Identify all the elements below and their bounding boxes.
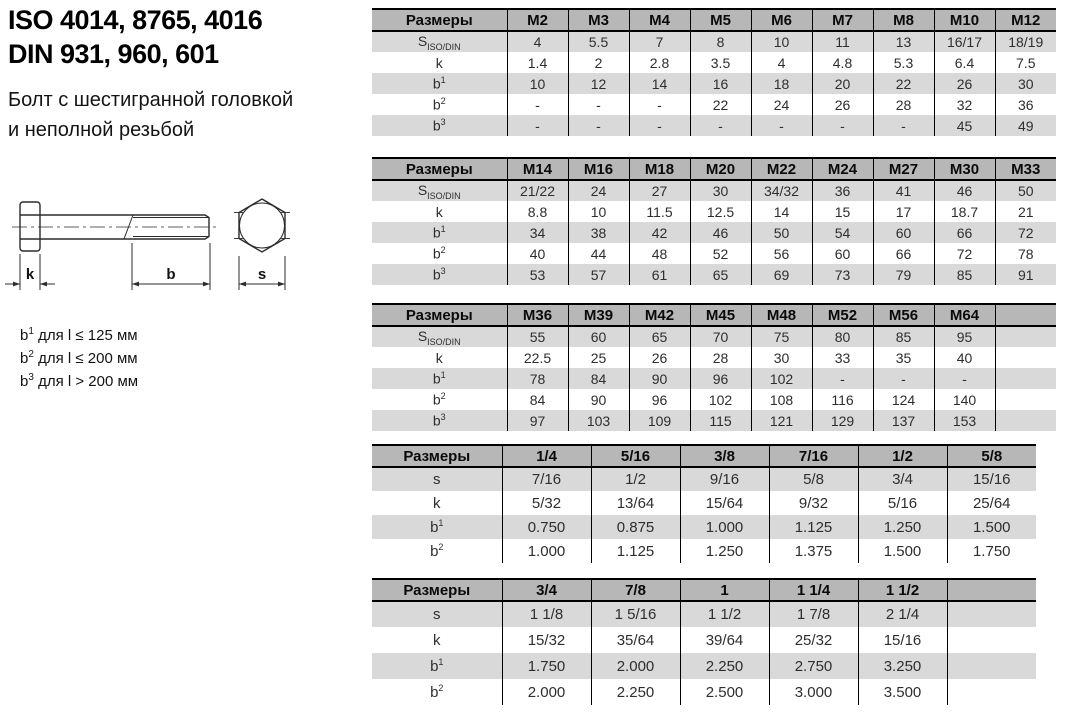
value-cell: 26	[934, 73, 995, 94]
value-cell: 7.5	[995, 52, 1056, 73]
size-column-header: M22	[751, 158, 812, 180]
din-standards-line: DIN 931, 960, 601	[8, 39, 219, 69]
value-cell: 69	[751, 264, 812, 285]
value-cell: 1 1/2	[680, 601, 769, 627]
value-cell: 3/4	[858, 467, 947, 491]
value-cell: 116	[812, 389, 873, 410]
value-cell: 22	[873, 73, 934, 94]
value-cell: 20	[812, 73, 873, 94]
value-cell: 8	[690, 31, 751, 52]
value-cell: 3.250	[858, 653, 947, 679]
value-cell: 66	[873, 243, 934, 264]
value-cell: 25/64	[947, 491, 1036, 515]
value-cell: -	[507, 115, 568, 136]
value-cell: 46	[934, 180, 995, 201]
value-cell: 1.500	[858, 539, 947, 563]
value-cell: 9/16	[680, 467, 769, 491]
value-cell: 80	[812, 326, 873, 347]
table-imperial-1-4-to-5-8	[372, 444, 1036, 563]
size-column-header: 1 1/4	[769, 579, 858, 601]
value-cell: 1.000	[680, 515, 769, 539]
value-cell: 102	[751, 368, 812, 389]
size-column-header: M4	[629, 9, 690, 31]
value-cell: 2.8	[629, 52, 690, 73]
size-column-header: M48	[751, 304, 812, 326]
hex-head-side	[20, 202, 40, 251]
value-cell: 52	[690, 243, 751, 264]
value-cell: 140	[934, 389, 995, 410]
value-cell: 11.5	[629, 201, 690, 222]
dimensions-header: Размеры	[372, 158, 507, 180]
s-dimension-label: s	[257, 266, 267, 283]
value-cell: 2.250	[591, 679, 680, 705]
value-cell: 3.000	[769, 679, 858, 705]
footnote-b2: $b^2$ для l ≤ 200 мм	[20, 349, 138, 367]
value-cell: -	[629, 115, 690, 136]
value-cell: 15/32	[502, 627, 591, 653]
value-cell: 13/64	[591, 491, 680, 515]
value-cell: 12	[568, 73, 629, 94]
value-cell: 14	[629, 73, 690, 94]
value-cell: 3.5	[690, 52, 751, 73]
value-cell: 84	[568, 368, 629, 389]
value-cell: 55	[507, 326, 568, 347]
row-label: $b^2$	[430, 542, 444, 560]
value-cell: 28	[873, 94, 934, 115]
k-dimension-label: k	[25, 266, 35, 283]
value-cell: 1/2	[591, 467, 680, 491]
value-cell: 6.4	[934, 52, 995, 73]
value-cell: 53	[507, 264, 568, 285]
value-cell: 97	[507, 410, 568, 431]
size-column-header: M12	[995, 9, 1056, 31]
value-cell: 1.250	[680, 539, 769, 563]
size-column-header: M33	[995, 158, 1056, 180]
dimensions-header: Размеры	[372, 9, 507, 31]
value-cell: 109	[629, 410, 690, 431]
value-cell: 14	[751, 201, 812, 222]
table-metric-m36-m64	[372, 303, 1056, 431]
row-label: k	[433, 494, 441, 512]
value-cell: 40	[507, 243, 568, 264]
row-label: $b^1$	[432, 224, 446, 241]
value-cell: 48	[629, 243, 690, 264]
k-dimension	[5, 254, 55, 290]
value-cell: 25	[568, 347, 629, 368]
s-dimension	[239, 256, 285, 290]
value-cell: 5.5	[568, 31, 629, 52]
row-label: s	[433, 471, 441, 488]
size-column-header: 1/4	[502, 445, 591, 467]
value-cell: 1.125	[591, 539, 680, 563]
row-label: k	[435, 349, 443, 366]
value-cell: 33	[812, 347, 873, 368]
value-cell: 1.375	[769, 539, 858, 563]
value-cell: 40	[934, 347, 995, 368]
size-column-header: M52	[812, 304, 873, 326]
value-cell: 13	[873, 31, 934, 52]
size-column-header: 7/8	[591, 579, 680, 601]
value-cell: 50	[995, 180, 1056, 201]
hex-end-view	[234, 199, 290, 252]
value-cell: 95	[934, 326, 995, 347]
footnotes	[20, 322, 138, 391]
value-cell: 129	[812, 410, 873, 431]
b-dimension-label: b	[166, 266, 176, 283]
value-cell: 39/64	[680, 627, 769, 653]
value-cell: 61	[629, 264, 690, 285]
value-cell: 11	[812, 31, 873, 52]
value-cell: -	[690, 115, 751, 136]
value-cell: 36	[995, 94, 1056, 115]
b-dimension	[132, 243, 210, 290]
value-cell: -	[507, 94, 568, 115]
value-cell: 15/16	[947, 467, 1036, 491]
empty-column-header	[995, 304, 1056, 326]
size-column-header: M56	[873, 304, 934, 326]
size-column-header: M30	[934, 158, 995, 180]
value-cell: 70	[690, 326, 751, 347]
value-cell: 2.750	[769, 653, 858, 679]
row-label: $b^1$	[432, 75, 446, 92]
row-label: k	[435, 54, 443, 71]
empty-cell	[995, 347, 1056, 368]
row-label: $S_{ISO/DIN}$	[417, 327, 461, 347]
value-cell: -	[751, 115, 812, 136]
row-label: $S_{ISO/DIN}$	[417, 32, 461, 52]
row-label: $b^2$	[430, 683, 444, 701]
value-cell: 121	[751, 410, 812, 431]
value-cell: 18	[751, 73, 812, 94]
value-cell: 75	[751, 326, 812, 347]
row-label: $b^3$	[432, 412, 446, 429]
value-cell: 78	[507, 368, 568, 389]
value-cell: -	[568, 94, 629, 115]
row-label: k	[433, 631, 441, 649]
value-cell: 16/17	[934, 31, 995, 52]
value-cell: 2.500	[680, 679, 769, 705]
value-cell: -	[568, 115, 629, 136]
dimensions-header: Размеры	[372, 445, 502, 467]
value-cell: -	[812, 115, 873, 136]
value-cell: -	[934, 368, 995, 389]
value-cell: 30	[995, 73, 1056, 94]
dimensions-header: Размеры	[372, 579, 502, 601]
value-cell: 27	[629, 180, 690, 201]
size-column-header: M7	[812, 9, 873, 31]
value-cell: 15/64	[680, 491, 769, 515]
row-label: $b^2$	[432, 96, 446, 113]
size-column-header: M45	[690, 304, 751, 326]
value-cell: 1 7/8	[769, 601, 858, 627]
value-cell: 16	[690, 73, 751, 94]
size-column-header: M16	[568, 158, 629, 180]
size-column-header: M2	[507, 9, 568, 31]
value-cell: 5/16	[858, 491, 947, 515]
value-cell: 45	[934, 115, 995, 136]
value-cell: 2.000	[502, 679, 591, 705]
page-title	[8, 3, 262, 71]
size-column-header: M36	[507, 304, 568, 326]
description-line-2: и неполной резьбой	[8, 119, 195, 141]
value-cell: 8.8	[507, 201, 568, 222]
value-cell: -	[629, 94, 690, 115]
footnote-b1: $b^1$ для l ≤ 125 мм	[20, 326, 138, 344]
hexagon-outline	[239, 199, 285, 252]
value-cell: -	[873, 368, 934, 389]
value-cell: 35/64	[591, 627, 680, 653]
empty-column-header	[947, 579, 1036, 601]
value-cell: 84	[507, 389, 568, 410]
value-cell: 26	[812, 94, 873, 115]
value-cell: 34	[507, 222, 568, 243]
value-cell: 108	[751, 389, 812, 410]
value-cell: 102	[690, 389, 751, 410]
row-label: $b^1$	[430, 657, 444, 675]
size-column-header: 7/16	[769, 445, 858, 467]
value-cell: 25/32	[769, 627, 858, 653]
table-metric-m14-m33	[372, 157, 1056, 285]
row-label: s	[433, 606, 441, 623]
empty-cell	[995, 368, 1056, 389]
size-column-header: 1	[680, 579, 769, 601]
size-column-header: M8	[873, 9, 934, 31]
row-label: k	[435, 203, 443, 220]
size-column-header: M14	[507, 158, 568, 180]
value-cell: 1.750	[947, 539, 1036, 563]
size-column-header: 3/8	[680, 445, 769, 467]
value-cell: -	[873, 115, 934, 136]
table-metric-m2-m12	[372, 8, 1056, 136]
value-cell: 24	[568, 180, 629, 201]
row-label: $S_{ISO/DIN}$	[417, 181, 461, 201]
value-cell: 10	[507, 73, 568, 94]
iso-standards-line: ISO 4014, 8765, 4016	[8, 5, 263, 35]
value-cell: 42	[629, 222, 690, 243]
size-column-header: M3	[568, 9, 629, 31]
value-cell: 5/8	[769, 467, 858, 491]
value-cell: 1.250	[858, 515, 947, 539]
value-cell: 115	[690, 410, 751, 431]
value-cell: 4	[507, 31, 568, 52]
size-column-header: M27	[873, 158, 934, 180]
value-cell: 85	[934, 264, 995, 285]
value-cell: 2 1/4	[858, 601, 947, 627]
row-label: $b^2$	[432, 245, 446, 262]
value-cell: 85	[873, 326, 934, 347]
value-cell: 38	[568, 222, 629, 243]
value-cell: 35	[873, 347, 934, 368]
size-column-header: M10	[934, 9, 995, 31]
size-column-header: 3/4	[502, 579, 591, 601]
value-cell: 65	[629, 326, 690, 347]
value-cell: 26	[629, 347, 690, 368]
table-imperial-3-4-to-1-1-2	[372, 578, 1036, 705]
value-cell: 41	[873, 180, 934, 201]
row-label: $b^2$	[432, 391, 446, 408]
value-cell: 0.875	[591, 515, 680, 539]
size-column-header: M64	[934, 304, 995, 326]
value-cell: 34/32	[751, 180, 812, 201]
value-cell: 36	[812, 180, 873, 201]
value-cell: 54	[812, 222, 873, 243]
value-cell: 30	[751, 347, 812, 368]
value-cell: 9/32	[769, 491, 858, 515]
value-cell: 10	[751, 31, 812, 52]
value-cell: 49	[995, 115, 1056, 136]
empty-cell	[947, 601, 1036, 627]
value-cell: 73	[812, 264, 873, 285]
size-column-header: 5/8	[947, 445, 1036, 467]
value-cell: 2.250	[680, 653, 769, 679]
description-line-1: Болт с шестигранной головкой	[8, 89, 294, 111]
dimensions-header: Размеры	[372, 304, 507, 326]
value-cell: 137	[873, 410, 934, 431]
size-column-header: M20	[690, 158, 751, 180]
value-cell: 96	[629, 389, 690, 410]
bolt-side-view	[20, 202, 209, 251]
size-column-header: M39	[568, 304, 629, 326]
row-label: $b^3$	[432, 117, 446, 134]
empty-cell	[995, 326, 1056, 347]
value-cell: 66	[934, 222, 995, 243]
value-cell: 30	[690, 180, 751, 201]
row-label: $b^1$	[432, 370, 446, 387]
value-cell: 1.500	[947, 515, 1036, 539]
value-cell: 17	[873, 201, 934, 222]
value-cell: 18.7	[934, 201, 995, 222]
value-cell: 72	[995, 222, 1056, 243]
value-cell: 3.500	[858, 679, 947, 705]
value-cell: 2	[568, 52, 629, 73]
value-cell: 124	[873, 389, 934, 410]
empty-cell	[995, 410, 1056, 431]
value-cell: 15/16	[858, 627, 947, 653]
value-cell: 1.4	[507, 52, 568, 73]
value-cell: 46	[690, 222, 751, 243]
value-cell: 7/16	[502, 467, 591, 491]
value-cell: 18/19	[995, 31, 1056, 52]
value-cell: 56	[751, 243, 812, 264]
value-cell: 1 5/16	[591, 601, 680, 627]
value-cell: 1.750	[502, 653, 591, 679]
value-cell: 4.8	[812, 52, 873, 73]
value-cell: 0.750	[502, 515, 591, 539]
value-cell: -	[812, 368, 873, 389]
value-cell: 22	[690, 94, 751, 115]
value-cell: 90	[629, 368, 690, 389]
value-cell: 1 1/8	[502, 601, 591, 627]
value-cell: 12.5	[690, 201, 751, 222]
value-cell: 44	[568, 243, 629, 264]
value-cell: 79	[873, 264, 934, 285]
value-cell: 50	[751, 222, 812, 243]
value-cell: 91	[995, 264, 1056, 285]
value-cell: 103	[568, 410, 629, 431]
value-cell: 90	[568, 389, 629, 410]
value-cell: 21/22	[507, 180, 568, 201]
value-cell: 72	[934, 243, 995, 264]
value-cell: 2.000	[591, 653, 680, 679]
value-cell: 1.125	[769, 515, 858, 539]
value-cell: 28	[690, 347, 751, 368]
value-cell: 32	[934, 94, 995, 115]
value-cell: 153	[934, 410, 995, 431]
value-cell: 24	[751, 94, 812, 115]
size-column-header: M5	[690, 9, 751, 31]
chamfer-ticks	[234, 213, 290, 239]
product-description	[8, 85, 293, 145]
value-cell: 7	[629, 31, 690, 52]
value-cell: 4	[751, 52, 812, 73]
value-cell: 60	[568, 326, 629, 347]
value-cell: 5.3	[873, 52, 934, 73]
value-cell: 10	[568, 201, 629, 222]
value-cell: 21	[995, 201, 1056, 222]
footnote-b3: $b^3$ для l > 200 мм	[20, 372, 139, 390]
empty-cell	[947, 679, 1036, 705]
inscribed-circle	[240, 203, 285, 248]
size-column-header: 5/16	[591, 445, 680, 467]
size-column-header: 1/2	[858, 445, 947, 467]
value-cell: 60	[873, 222, 934, 243]
value-cell: 65	[690, 264, 751, 285]
value-cell: 5/32	[502, 491, 591, 515]
value-cell: 22.5	[507, 347, 568, 368]
size-column-header: M24	[812, 158, 873, 180]
size-column-header: M18	[629, 158, 690, 180]
value-cell: 57	[568, 264, 629, 285]
value-cell: 78	[995, 243, 1056, 264]
empty-cell	[947, 653, 1036, 679]
value-cell: 60	[812, 243, 873, 264]
row-label: $b^1$	[430, 518, 444, 536]
value-cell: 1.000	[502, 539, 591, 563]
size-column-header: M42	[629, 304, 690, 326]
size-column-header: 1 1/2	[858, 579, 947, 601]
bolt-technical-drawing	[0, 186, 330, 316]
value-cell: 96	[690, 368, 751, 389]
row-label: $b^3$	[432, 266, 446, 283]
size-column-header: M6	[751, 9, 812, 31]
empty-cell	[995, 389, 1056, 410]
empty-cell	[947, 627, 1036, 653]
value-cell: 15	[812, 201, 873, 222]
